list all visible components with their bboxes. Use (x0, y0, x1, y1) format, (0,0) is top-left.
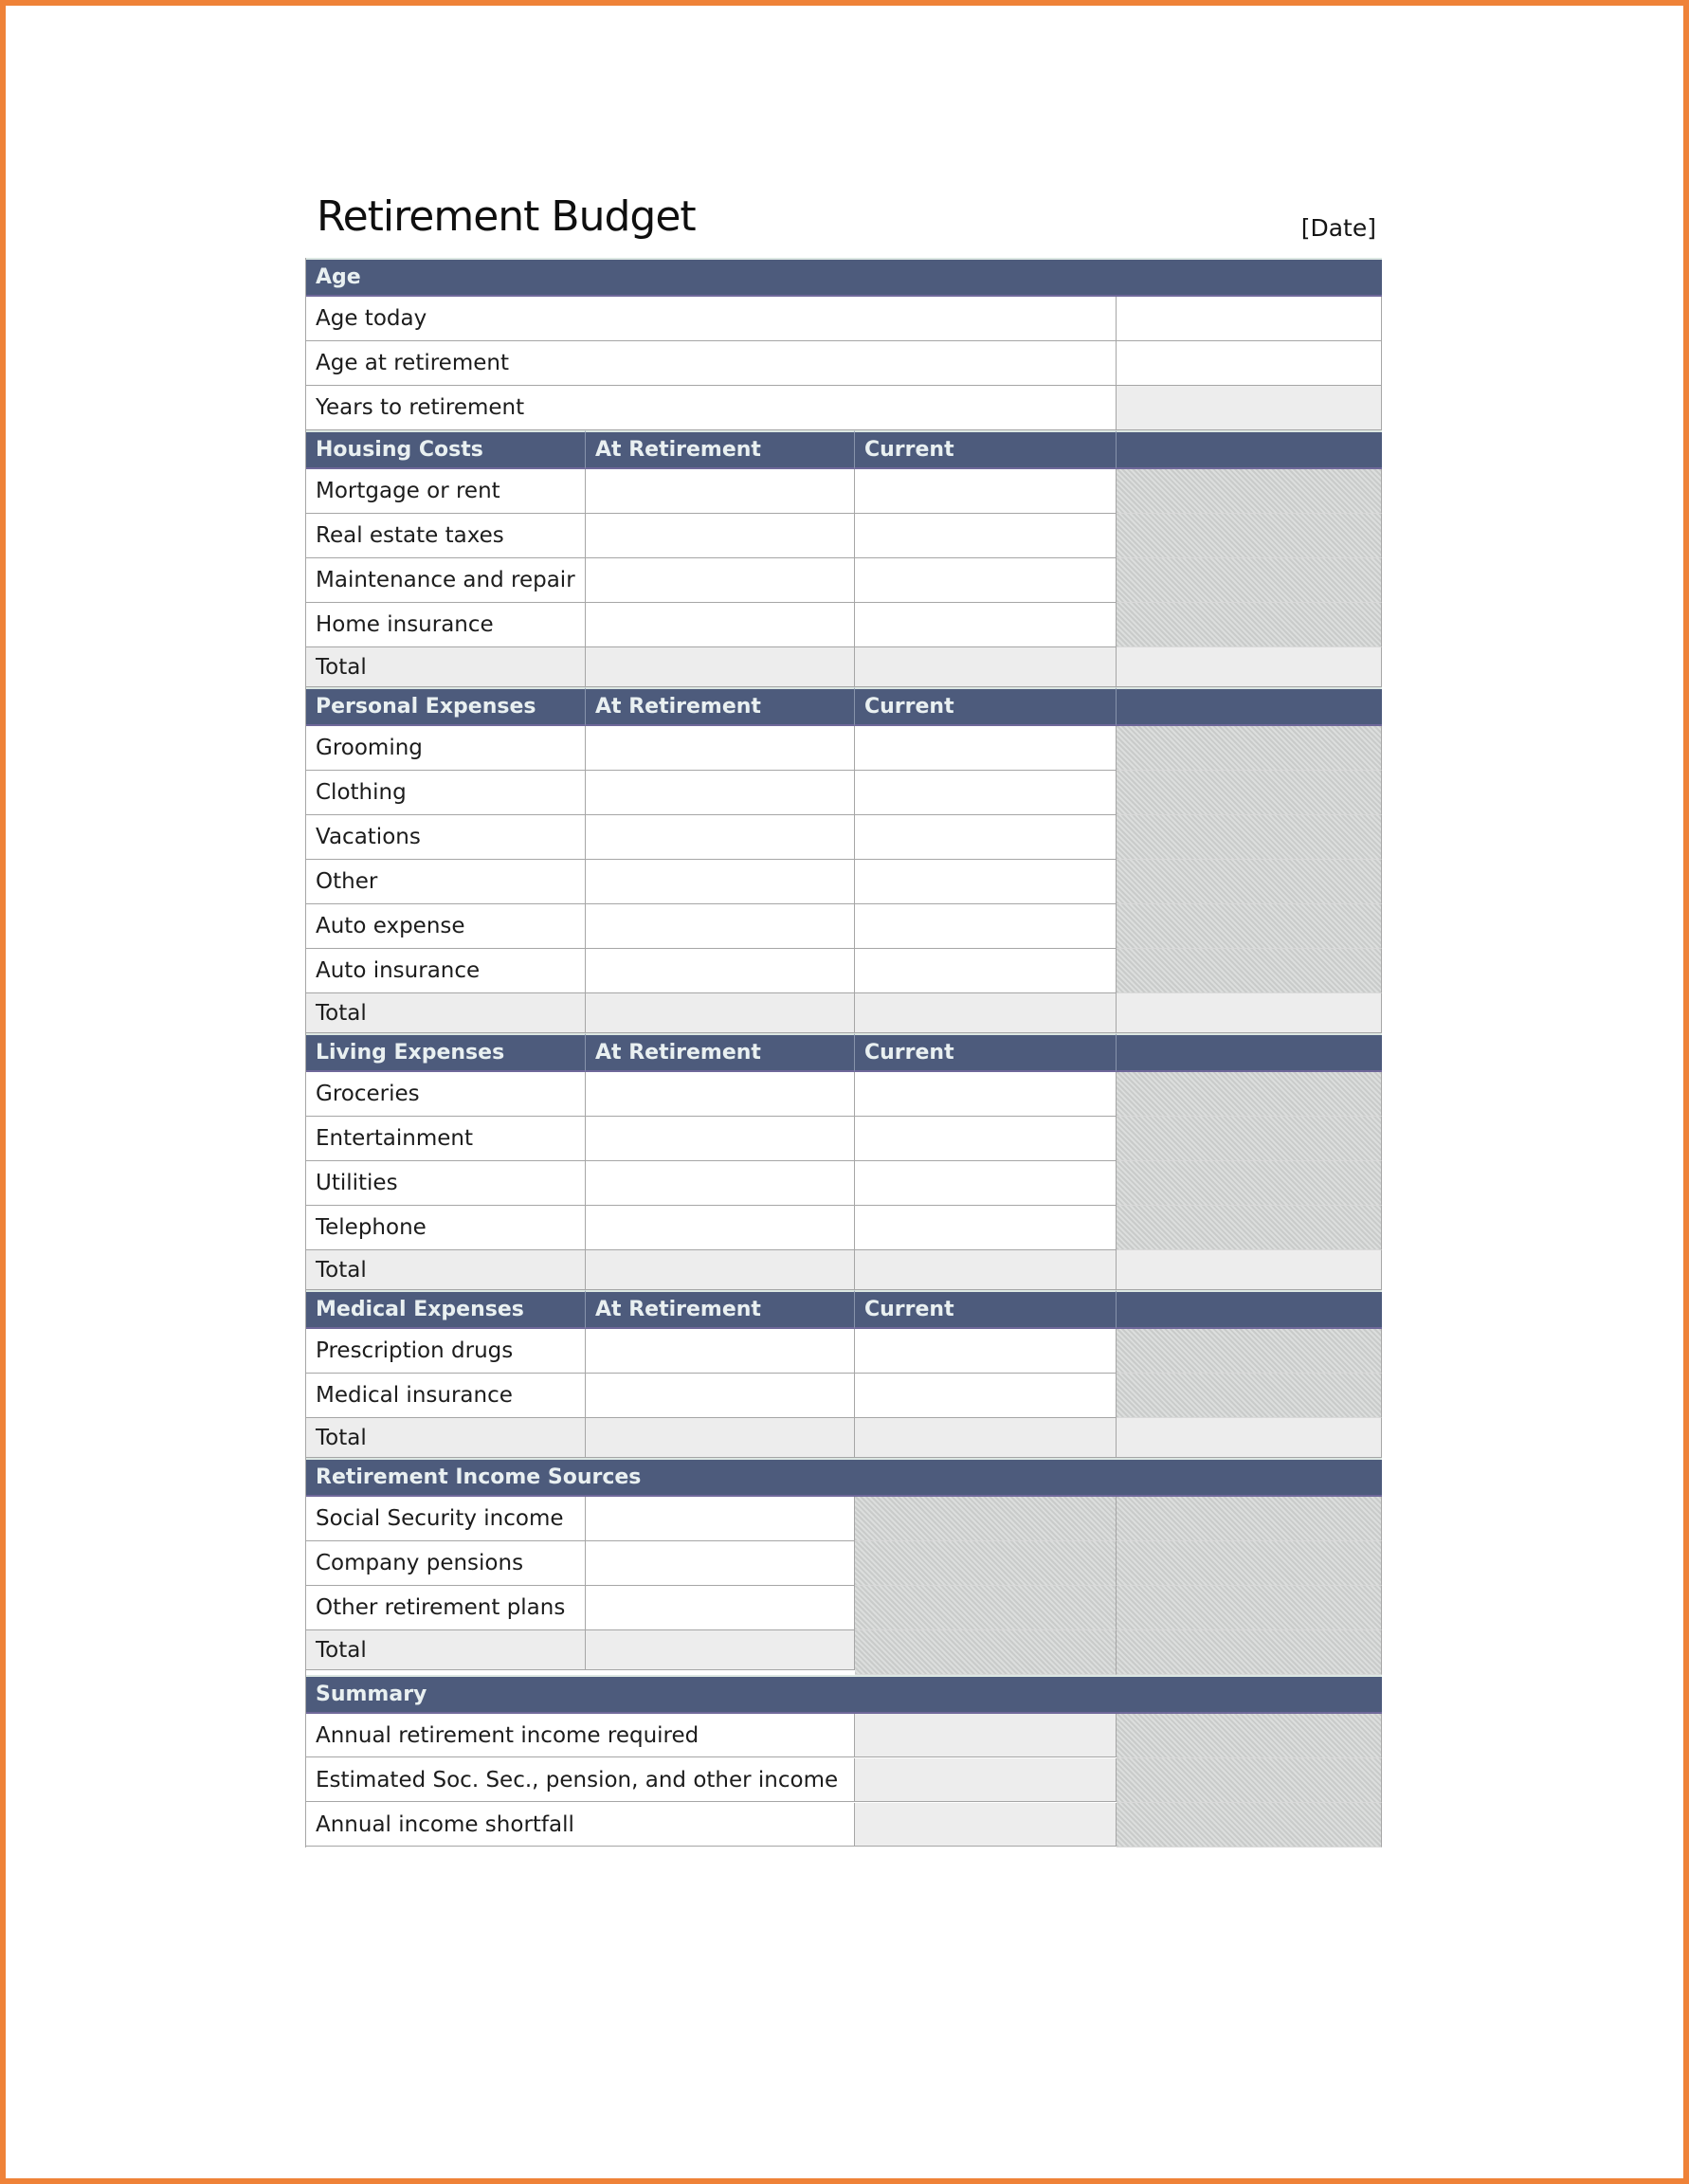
row-label-company-pensions: Company pensions (306, 1541, 586, 1586)
hatched-cell (1117, 1630, 1382, 1675)
value-cell-at-retirement[interactable] (586, 1206, 855, 1250)
hatched-cell (1117, 1329, 1382, 1374)
value-cell-income[interactable] (586, 1541, 855, 1586)
date-label: [Date] (1300, 214, 1376, 242)
total-cell-at-retirement (586, 1418, 855, 1458)
value-cell-at-retirement[interactable] (586, 904, 855, 949)
hatched-cell (1117, 514, 1382, 558)
col-header-at-retirement: At Retirement (586, 1033, 855, 1072)
col-header-current: Current (855, 430, 1117, 469)
hatched-cell (1117, 469, 1382, 514)
value-cell-at-retirement[interactable] (586, 1329, 855, 1374)
row-label-real-estate-taxes: Real estate taxes (306, 514, 586, 558)
row-label-other: Other (306, 860, 586, 904)
row-label-other-retirement-plans: Other retirement plans (306, 1586, 586, 1630)
hatched-cell (1117, 726, 1382, 771)
col-header-current: Current (855, 1290, 1117, 1329)
hatched-cell (1117, 1714, 1382, 1758)
section-summary (306, 1675, 1383, 1847)
value-cell-current[interactable] (855, 469, 1117, 514)
summary-value-cell (855, 1714, 1117, 1757)
row-label-home-insurance: Home insurance (306, 603, 586, 647)
section-header-medical-expenses: Medical Expenses (306, 1290, 586, 1329)
value-cell-at-retirement[interactable] (586, 558, 855, 603)
total-cell-at-retirement (586, 993, 855, 1033)
summary-value-cell (855, 1803, 1117, 1847)
col-header-at-retirement: At Retirement (586, 430, 855, 469)
row-label-mortgage-or-rent: Mortgage or rent (306, 469, 586, 514)
col-header-current: Current (855, 687, 1117, 726)
row-label-auto-expense: Auto expense (306, 904, 586, 949)
value-cell-at-retirement[interactable] (586, 469, 855, 514)
total-row-label: Total (306, 1418, 586, 1458)
summary-value-cell (855, 1758, 1117, 1802)
value-cell-current[interactable] (855, 1374, 1117, 1418)
row-label-telephone: Telephone (306, 1206, 586, 1250)
total-row-label: Total (306, 993, 586, 1033)
hatched-cell (855, 1497, 1117, 1541)
row-label-social-security-income: Social Security income (306, 1497, 586, 1541)
row-label-medical-insurance: Medical insurance (306, 1374, 586, 1418)
hatched-cell (1117, 1117, 1382, 1161)
value-cell-at-retirement[interactable] (586, 771, 855, 815)
value-cell-at-retirement[interactable] (586, 726, 855, 771)
value-cell-current[interactable] (855, 949, 1117, 993)
total-cell-income (586, 1630, 855, 1670)
total-row-label: Total (306, 1630, 586, 1670)
value-cell-current[interactable] (855, 1206, 1117, 1250)
row-label-groceries: Groceries (306, 1072, 586, 1117)
value-cell-current[interactable] (855, 726, 1117, 771)
section-retirement-income-sources (306, 1458, 1383, 1675)
hatched-cell (1117, 815, 1382, 860)
row-label-grooming: Grooming (306, 726, 586, 771)
total-cell-spacer (1117, 647, 1382, 687)
hatched-cell (855, 1586, 1117, 1630)
hatched-cell (1117, 1161, 1382, 1206)
value-cell-current[interactable] (855, 1329, 1117, 1374)
computed-cell-years-to-retirement (1117, 386, 1382, 430)
value-cell-at-retirement[interactable] (586, 1374, 855, 1418)
section-housing-costs (306, 430, 1383, 687)
value-cell-at-retirement[interactable] (586, 949, 855, 993)
hatched-cell (1117, 771, 1382, 815)
row-label-annual-retirement-income-required: Annual retirement income required (306, 1714, 855, 1757)
total-cell-spacer (1117, 1418, 1382, 1458)
value-cell-current[interactable] (855, 815, 1117, 860)
row-label-clothing: Clothing (306, 771, 586, 815)
value-cell-age-today[interactable] (1117, 297, 1382, 341)
value-cell-at-retirement[interactable] (586, 603, 855, 647)
row-label-age-at-retirement: Age at retirement (306, 341, 1117, 386)
value-cell-current[interactable] (855, 904, 1117, 949)
row-label-estimated-income: Estimated Soc. Sec., pension, and other income (306, 1758, 855, 1802)
hatched-cell (1117, 1072, 1382, 1117)
budget-table (305, 258, 1383, 1847)
hatched-cell (855, 1541, 1117, 1586)
hatched-cell (1117, 1803, 1382, 1847)
value-cell-income[interactable] (586, 1497, 855, 1541)
col-header-at-retirement: At Retirement (586, 1290, 855, 1329)
total-cell-current (855, 1418, 1117, 1458)
value-cell-current[interactable] (855, 603, 1117, 647)
value-cell-at-retirement[interactable] (586, 514, 855, 558)
row-label-age-today: Age today (306, 297, 1117, 341)
row-label-entertainment: Entertainment (306, 1117, 586, 1161)
row-label-utilities: Utilities (306, 1161, 586, 1206)
col-header-spacer (1117, 1033, 1382, 1072)
section-header-housing-costs: Housing Costs (306, 430, 586, 469)
value-cell-age-at-retirement[interactable] (1117, 341, 1382, 386)
section-header-living-expenses: Living Expenses (306, 1033, 586, 1072)
hatched-cell (1117, 558, 1382, 603)
hatched-cell (1117, 1758, 1382, 1803)
value-cell-current[interactable] (855, 558, 1117, 603)
value-cell-at-retirement[interactable] (586, 1161, 855, 1206)
value-cell-at-retirement[interactable] (586, 815, 855, 860)
hatched-cell (1117, 1497, 1382, 1541)
row-label-prescription-drugs: Prescription drugs (306, 1329, 586, 1374)
section-age (306, 258, 1383, 430)
total-cell-current (855, 993, 1117, 1033)
value-cell-current[interactable] (855, 1117, 1117, 1161)
row-label-annual-income-shortfall: Annual income shortfall (306, 1803, 855, 1847)
value-cell-at-retirement[interactable] (586, 860, 855, 904)
total-cell-at-retirement (586, 1250, 855, 1290)
row-label-years-to-retirement: Years to retirement (306, 386, 1117, 430)
section-living-expenses (306, 1033, 1383, 1290)
total-cell-spacer (1117, 1250, 1382, 1290)
value-cell-current[interactable] (855, 771, 1117, 815)
value-cell-current[interactable] (855, 1072, 1117, 1117)
value-cell-current[interactable] (855, 1161, 1117, 1206)
value-cell-income[interactable] (586, 1586, 855, 1630)
col-header-at-retirement: At Retirement (586, 687, 855, 726)
hatched-cell (1117, 1541, 1382, 1586)
row-label-maintenance-and-repair: Maintenance and repair (306, 558, 586, 603)
row-label-auto-insurance: Auto insurance (306, 949, 586, 993)
value-cell-current[interactable] (855, 514, 1117, 558)
col-header-spacer (1117, 1290, 1382, 1329)
hatched-cell (1117, 1206, 1382, 1250)
total-cell-spacer (1117, 993, 1382, 1033)
hatched-cell (855, 1630, 1117, 1675)
hatched-cell (1117, 949, 1382, 993)
hatched-cell (1117, 603, 1382, 647)
hatched-cell (1117, 1586, 1382, 1630)
total-row-label: Total (306, 1250, 586, 1290)
section-header-summary: Summary (306, 1675, 1382, 1714)
row-label-vacations: Vacations (306, 815, 586, 860)
page-title: Retirement Budget (317, 192, 696, 241)
col-header-spacer (1117, 687, 1382, 726)
col-header-current: Current (855, 1033, 1117, 1072)
section-header-personal-expenses: Personal Expenses (306, 687, 586, 726)
value-cell-current[interactable] (855, 860, 1117, 904)
col-header-spacer (1117, 430, 1382, 469)
hatched-cell (1117, 904, 1382, 949)
section-header-retirement-income-sources: Retirement Income Sources (306, 1458, 1382, 1497)
value-cell-at-retirement[interactable] (586, 1072, 855, 1117)
total-cell-at-retirement (586, 647, 855, 687)
hatched-cell (1117, 1374, 1382, 1418)
section-medical-expenses (306, 1290, 1383, 1458)
hatched-cell (1117, 860, 1382, 904)
value-cell-at-retirement[interactable] (586, 1117, 855, 1161)
total-cell-current (855, 1250, 1117, 1290)
total-row-label: Total (306, 647, 586, 687)
section-personal-expenses (306, 687, 1383, 1033)
total-cell-current (855, 647, 1117, 687)
section-header-age: Age (306, 258, 1382, 297)
